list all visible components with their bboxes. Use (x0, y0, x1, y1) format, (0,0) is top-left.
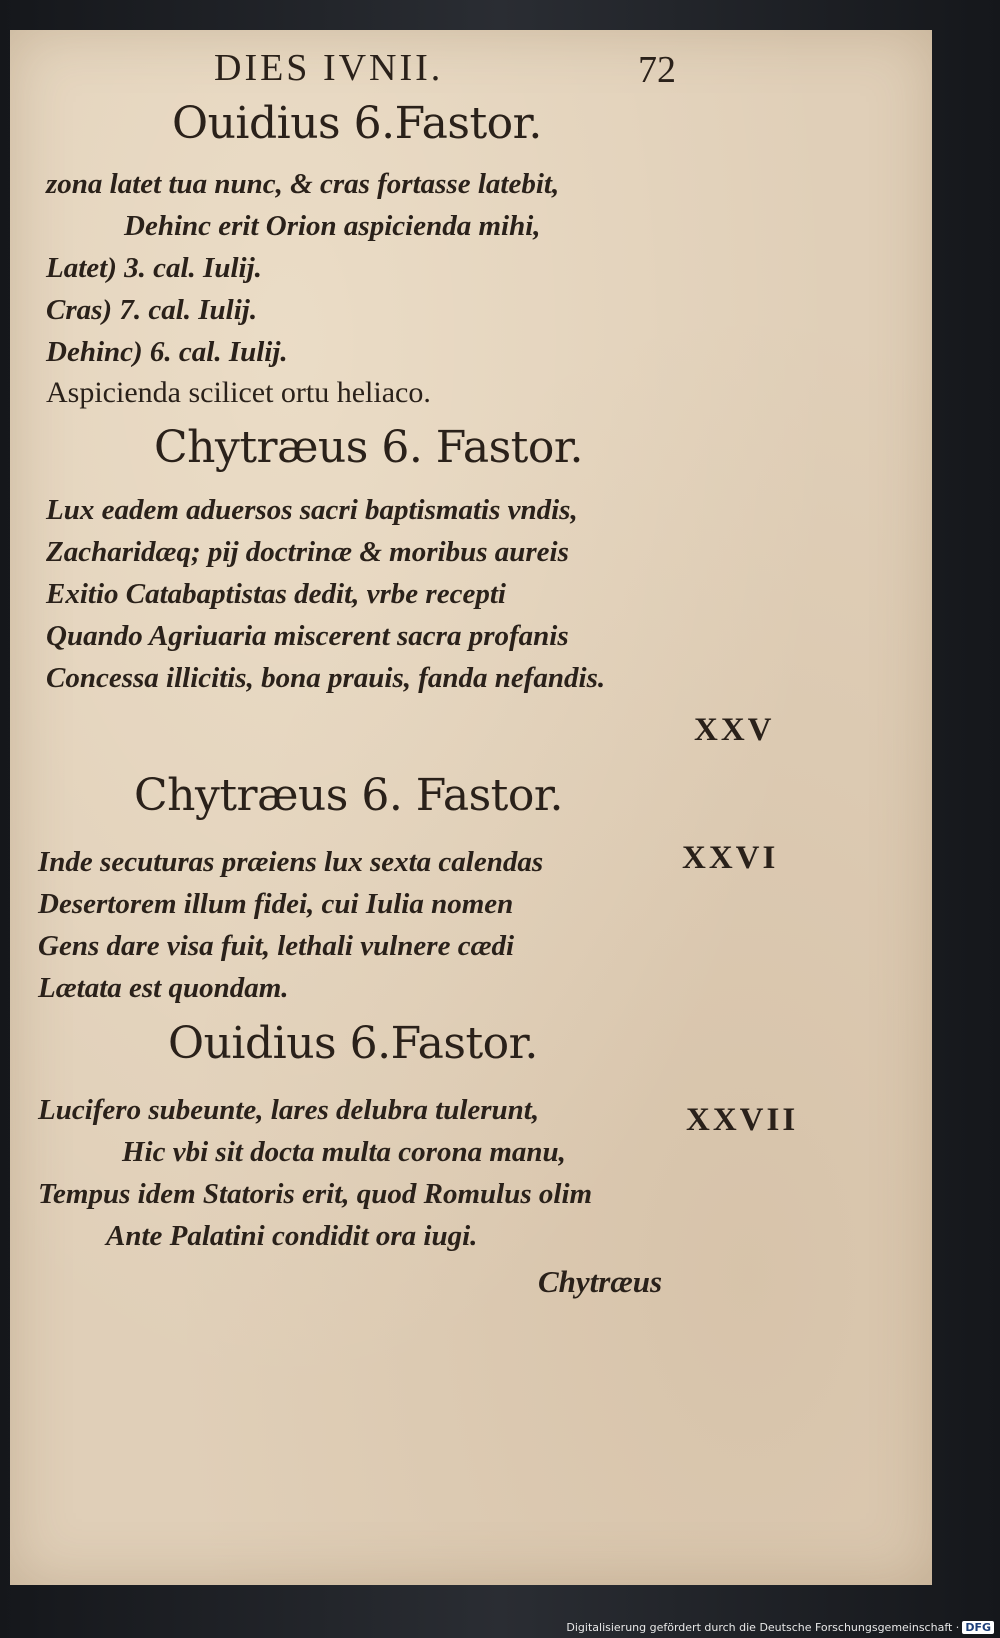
verse-line: zona latet tua nunc, & cras fortasse latebit, (46, 168, 560, 200)
verse-line: Latet) 3. cal. Iulij. (46, 252, 262, 284)
verse-line: Tempus idem Statoris erit, quod Romulus olim (38, 1178, 593, 1210)
verse-line: Dehinc erit Orion aspicienda mihi, (124, 210, 541, 242)
section-heading-chytraeus-1: Chytræus 6. Fastor. (154, 422, 584, 473)
running-head: DIES IVNII. (214, 47, 444, 89)
verse-line: Inde secuturas præiens lux sexta calendas (38, 846, 544, 878)
verse-line: Quando Agriuaria miscerent sacra profanis (46, 620, 569, 652)
verse-line: Exitio Catabaptistas dedit, vrbe recepti (46, 578, 506, 610)
verse-line: Lætata est quondam. (38, 972, 289, 1004)
margin-day-number: XXVII (686, 1102, 799, 1138)
verse-line: Dehinc) 6. cal. Iulij. (46, 336, 288, 368)
verse-line: Hic vbi sit docta multa corona manu, (122, 1136, 566, 1168)
verse-line: Desertorem illum fidei, cui Iulia nomen (38, 888, 514, 920)
credit-text: Digitalisierung gefördert durch die Deutsche Forschungsgemeinschaft · (566, 1621, 960, 1634)
margin-day-number: XXV (694, 712, 775, 748)
verse-line: Ante Palatini condidit ora iugi. (106, 1220, 478, 1252)
verse-line: Lucifero subeunte, lares delubra tulerunt, (38, 1094, 540, 1126)
section-heading-chytraeus-2: Chytræus 6. Fastor. (134, 770, 564, 821)
page-number: 72 (638, 49, 676, 91)
verse-line: Gens dare visa fuit, lethali vulnere cædi (38, 930, 515, 962)
catchword: Chytræus (538, 1264, 663, 1299)
commentary-line: Aspicienda scilicet ortu heliaco. (46, 376, 431, 409)
margin-day-number: XXVI (682, 840, 779, 876)
section-heading-ovid-1: Ouidius 6.Fastor. (172, 98, 542, 149)
verse-line: Concessa illicitis, bona prauis, fanda nefandis. (46, 662, 606, 694)
section-heading-ovid-2: Ouidius 6.Fastor. (168, 1018, 538, 1069)
verse-line: Lux eadem aduersos sacri baptismatis vndis, (46, 494, 578, 526)
digitization-credit (566, 1621, 994, 1634)
book-page (10, 30, 932, 1585)
verse-line: Zacharidæq; pij doctrinæ & moribus aureis (46, 536, 569, 568)
dfg-logo: DFG (962, 1621, 994, 1634)
verse-line: Cras) 7. cal. Iulij. (46, 294, 258, 326)
